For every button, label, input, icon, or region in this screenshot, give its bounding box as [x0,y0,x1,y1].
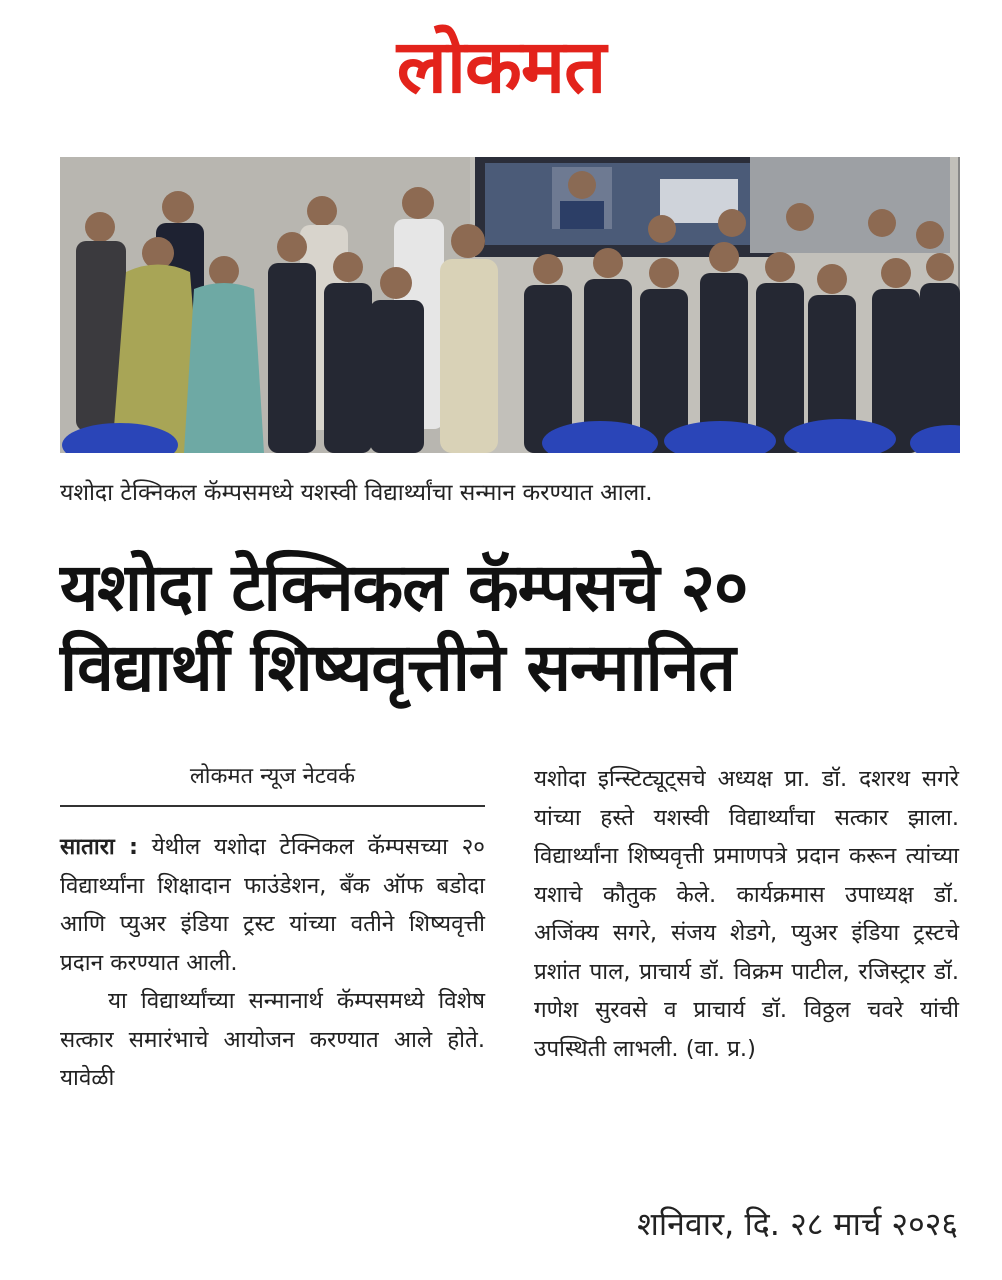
dateline: सातारा : [60,834,139,860]
article-column-left [60,828,485,1098]
article-paragraph-1 [60,828,485,982]
news-photo [60,157,960,453]
newspaper-logo: लोकमत [396,24,606,110]
group-photo-illustration [60,157,960,453]
headline-line-2: विद्यार्थी शिष्यवृत्तीने सन्मानित [60,629,735,706]
masthead [0,22,1002,112]
article-paragraph-2: या विद्यार्थ्यांच्या सन्मानार्थ कॅम्पसमध्ये विशेष सत्कार समारंभाचे आयोजन करण्यात आले होते. यावेळी [60,988,485,1091]
publication-date: शनिवार, दि. २८ मार्च २०२६ [637,1205,958,1243]
paragraph-1-text: येथील यशोदा टेक्निकल कॅम्पसच्या २० विद्यार्थ्यांना शिक्षादान फाउंडेशन, बँक ऑफ बडोदा आणि प्युअर इंडिया ट्रस्ट यांच्या वतीने शिष्यवृत्ती प्रदान करण्यात आली. [60,834,485,976]
article-column-right [534,760,959,1068]
byline-divider [60,805,485,807]
headline-line-1: यशोदा टेक्निकल कॅम्पसचे २० [60,549,748,626]
byline: लोकमत न्यूज नेटवर्क [189,764,356,789]
headline [60,548,960,708]
photo-caption: यशोदा टेक्निकल कॅम्पसमध्ये यशस्वी विद्यार्थ्यांचा सन्मान करण्यात आला. [60,480,653,506]
article-paragraph-3: यशोदा इन्स्टिट्यूट्सचे अध्यक्ष प्रा. डॉ. दशरथ सगरे यांच्या हस्ते यशस्वी विद्यार्थ्यांचा सत्कार झाला. विद्यार्थ्यांना शिष्यवृत्ती प्रमाणपत्रे प्रदान करून त्यांच्या यशाचे कौतुक केले. कार्यक्रमास उपाध्यक्ष डॉ. अजिंक्य सगरे, संजय शेडगे, प्युअर इंडिया ट्रस्टचे प्रशांत पाल, प्राचार्य डॉ. विक्रम पाटील, रजिस्ट्रार डॉ. गणेश सुरवसे व प्राचार्य डॉ. विठ्ठल चवरे यांची उपस्थिती लाभली. (वा. प्र.) [534,766,959,1062]
